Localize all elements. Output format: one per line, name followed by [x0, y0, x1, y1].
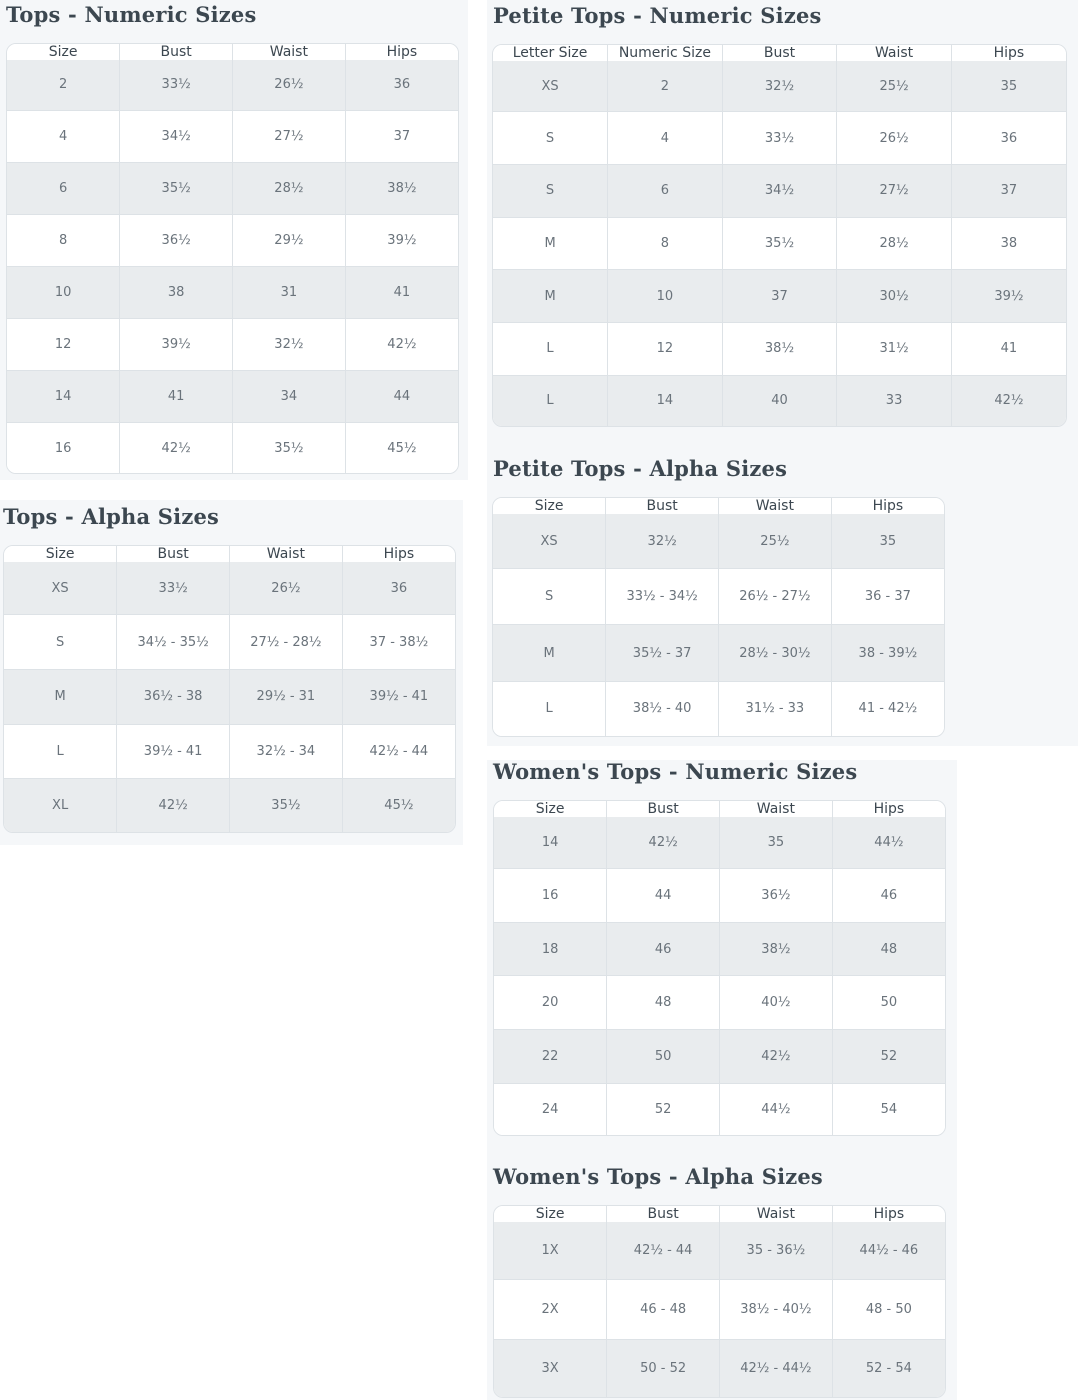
womens-numeric-title: Women's Tops - Numeric Sizes	[493, 759, 858, 784]
column-header: Hips	[831, 498, 944, 514]
table-cell: 36½	[120, 214, 233, 266]
table-cell: 38½	[720, 922, 833, 976]
column-header: Bust	[607, 801, 720, 817]
tops-numeric-title: Tops - Numeric Sizes	[6, 2, 257, 27]
table-cell: 25½	[719, 514, 832, 569]
table-cell: 32½	[233, 319, 346, 371]
table-cell: S	[493, 165, 608, 218]
table-cell: 40½	[720, 976, 833, 1030]
table-cell: XL	[4, 779, 117, 832]
size-table-grid	[494, 801, 945, 1135]
column-header: Bust	[607, 1206, 720, 1222]
table-cell: 45½	[345, 423, 458, 473]
size-table-grid	[494, 1206, 945, 1397]
table-cell: 54	[832, 1083, 945, 1135]
table-cell: 2	[608, 61, 723, 112]
column-header: Size	[494, 801, 607, 817]
table-cell: 35	[951, 61, 1066, 112]
table-row	[493, 270, 1066, 323]
table-cell: 30½	[837, 270, 952, 323]
table-cell: 38	[120, 266, 233, 318]
table-cell: 2	[7, 60, 120, 110]
column-header: Waist	[719, 498, 832, 514]
table-header-row	[4, 546, 455, 562]
table-cell: 36 - 37	[831, 569, 944, 625]
table-cell: 32½	[722, 61, 837, 112]
table-cell: 26½	[837, 112, 952, 165]
womens-alpha-title: Women's Tops - Alpha Sizes	[493, 1164, 823, 1189]
table-cell: 42½	[117, 779, 230, 832]
table-row	[7, 266, 458, 318]
table-cell: 28½	[837, 217, 952, 270]
table-cell: 35	[831, 514, 944, 569]
table-cell: 36	[345, 60, 458, 110]
table-cell: 32½	[606, 514, 719, 569]
table-cell: 46	[832, 869, 945, 923]
table-cell: 38½	[722, 322, 837, 375]
table-cell: 35	[720, 817, 833, 869]
table-row	[493, 165, 1066, 218]
table-cell: 26½	[233, 60, 346, 110]
table-row	[4, 615, 455, 670]
table-row	[494, 1222, 945, 1280]
table-cell: 36	[951, 112, 1066, 165]
table-cell: 39½ - 41	[117, 724, 230, 779]
table-row	[7, 110, 458, 162]
column-header: Letter Size	[493, 45, 608, 61]
table-cell: 24	[494, 1083, 607, 1135]
table-cell: 44	[607, 869, 720, 923]
table-row	[4, 562, 455, 615]
column-header: Size	[493, 498, 606, 514]
table-cell: 27½	[837, 165, 952, 218]
womens-numeric-table	[493, 800, 946, 1136]
table-cell: M	[493, 270, 608, 323]
table-cell: L	[493, 322, 608, 375]
table-header-row	[7, 44, 458, 60]
table-row	[494, 922, 945, 976]
table-cell: XS	[493, 61, 608, 112]
table-row	[493, 514, 944, 569]
table-row	[7, 371, 458, 423]
table-cell: 14	[7, 371, 120, 423]
column-header: Numeric Size	[608, 45, 723, 61]
table-cell: 35½	[120, 162, 233, 214]
table-cell: 32½ - 34	[230, 724, 343, 779]
table-cell: 34½	[722, 165, 837, 218]
table-row	[493, 217, 1066, 270]
table-cell: 42½	[951, 375, 1066, 426]
table-cell: 48	[832, 922, 945, 976]
table-row	[4, 724, 455, 779]
tops-numeric-table	[6, 43, 459, 474]
table-row	[493, 322, 1066, 375]
table-cell: 28½	[233, 162, 346, 214]
table-cell: 52 - 54	[832, 1339, 945, 1397]
table-cell: 44½	[832, 817, 945, 869]
table-cell: 33½	[117, 562, 230, 615]
table-cell: 42½ - 44	[607, 1222, 720, 1280]
petite-alpha-table	[492, 497, 945, 737]
table-cell: 35½	[230, 779, 343, 832]
table-row	[493, 625, 944, 681]
table-cell: 4	[7, 110, 120, 162]
table-cell: 8	[608, 217, 723, 270]
table-cell: 26½	[230, 562, 343, 615]
table-cell: 41 - 42½	[831, 681, 944, 736]
table-cell: 37	[345, 110, 458, 162]
table-cell: M	[493, 217, 608, 270]
table-cell: 44	[345, 371, 458, 423]
table-cell: 41	[951, 322, 1066, 375]
table-header-row	[493, 45, 1066, 61]
table-cell: 38½ - 40½	[720, 1280, 833, 1340]
table-row	[4, 779, 455, 832]
table-cell: 36	[342, 562, 455, 615]
column-header: Bust	[606, 498, 719, 514]
table-row	[494, 1339, 945, 1397]
table-cell: 31½	[837, 322, 952, 375]
table-cell: 52	[607, 1083, 720, 1135]
table-cell: 36½ - 38	[117, 670, 230, 725]
womens-alpha-table	[493, 1205, 946, 1398]
table-cell: 39½	[951, 270, 1066, 323]
table-cell: 27½ - 28½	[230, 615, 343, 670]
column-header: Waist	[233, 44, 346, 60]
column-header: Hips	[345, 44, 458, 60]
size-table-grid	[493, 45, 1066, 426]
table-cell: 38½	[345, 162, 458, 214]
table-row	[494, 976, 945, 1030]
table-row	[7, 423, 458, 473]
table-cell: 1X	[494, 1222, 607, 1280]
table-cell: 35½	[233, 423, 346, 473]
table-cell: 50	[607, 1030, 720, 1084]
column-header: Hips	[951, 45, 1066, 61]
size-table-grid	[7, 44, 458, 473]
column-header: Hips	[832, 801, 945, 817]
table-cell: 16	[7, 423, 120, 473]
table-cell: S	[493, 112, 608, 165]
table-cell: 48 - 50	[832, 1280, 945, 1340]
table-cell: M	[493, 625, 606, 681]
table-cell: 35½	[722, 217, 837, 270]
petite-alpha-title: Petite Tops - Alpha Sizes	[493, 456, 788, 481]
table-cell: 6	[7, 162, 120, 214]
table-cell: 46 - 48	[607, 1280, 720, 1340]
table-cell: 52	[832, 1030, 945, 1084]
column-header: Bust	[117, 546, 230, 562]
table-cell: 20	[494, 976, 607, 1030]
table-cell: 36½	[720, 869, 833, 923]
table-cell: 10	[7, 266, 120, 318]
tops-alpha-table	[3, 545, 456, 833]
column-header: Hips	[832, 1206, 945, 1222]
table-cell: XS	[4, 562, 117, 615]
table-cell: 37	[722, 270, 837, 323]
table-cell: 38 - 39½	[831, 625, 944, 681]
table-cell: 6	[608, 165, 723, 218]
table-cell: 2X	[494, 1280, 607, 1340]
table-cell: 33½	[120, 60, 233, 110]
petite-numeric-table	[492, 44, 1067, 427]
table-cell: 16	[494, 869, 607, 923]
table-cell: 29½ - 31	[230, 670, 343, 725]
table-cell: 38½ - 40	[606, 681, 719, 736]
table-cell: 31	[233, 266, 346, 318]
table-row	[493, 681, 944, 736]
column-header: Bust	[120, 44, 233, 60]
table-row	[494, 1030, 945, 1084]
table-cell: 46	[607, 922, 720, 976]
table-row	[493, 375, 1066, 426]
table-cell: 18	[494, 922, 607, 976]
table-cell: 50	[832, 976, 945, 1030]
column-header: Size	[494, 1206, 607, 1222]
table-cell: 26½ - 27½	[719, 569, 832, 625]
table-cell: 50 - 52	[607, 1339, 720, 1397]
table-cell: L	[493, 681, 606, 736]
table-cell: 12	[608, 322, 723, 375]
table-cell: 45½	[342, 779, 455, 832]
table-cell: 35½ - 37	[606, 625, 719, 681]
table-cell: 44½ - 46	[832, 1222, 945, 1280]
table-header-row	[493, 498, 944, 514]
table-row	[494, 869, 945, 923]
table-header-row	[494, 801, 945, 817]
table-cell: 10	[608, 270, 723, 323]
tops-alpha-title: Tops - Alpha Sizes	[3, 504, 220, 529]
table-cell: 33½ - 34½	[606, 569, 719, 625]
table-cell: 42½	[120, 423, 233, 473]
table-cell: 14	[608, 375, 723, 426]
column-header: Size	[7, 44, 120, 60]
table-cell: 39½ - 41	[342, 670, 455, 725]
table-row	[493, 569, 944, 625]
table-cell: 37	[951, 165, 1066, 218]
table-cell: 34½	[120, 110, 233, 162]
table-cell: 42½ - 44½	[720, 1339, 833, 1397]
table-cell: 37 - 38½	[342, 615, 455, 670]
table-cell: S	[4, 615, 117, 670]
column-header: Size	[4, 546, 117, 562]
table-row	[493, 61, 1066, 112]
table-row	[7, 214, 458, 266]
table-cell: M	[4, 670, 117, 725]
table-row	[7, 60, 458, 110]
table-cell: 44½	[720, 1083, 833, 1135]
column-header: Waist	[837, 45, 952, 61]
table-cell: L	[4, 724, 117, 779]
table-row	[494, 1280, 945, 1340]
table-cell: 22	[494, 1030, 607, 1084]
table-cell: 8	[7, 214, 120, 266]
table-cell: 38	[951, 217, 1066, 270]
table-row	[7, 162, 458, 214]
table-row	[493, 112, 1066, 165]
petite-numeric-title: Petite Tops - Numeric Sizes	[493, 3, 822, 28]
size-table-grid	[4, 546, 455, 832]
table-cell: 33½	[722, 112, 837, 165]
column-header: Bust	[722, 45, 837, 61]
table-cell: 3X	[494, 1339, 607, 1397]
table-cell: 42½ - 44	[342, 724, 455, 779]
size-table-grid	[493, 498, 944, 736]
table-cell: 42½	[345, 319, 458, 371]
table-cell: 25½	[837, 61, 952, 112]
table-cell: XS	[493, 514, 606, 569]
table-cell: 40	[722, 375, 837, 426]
table-cell: 39½	[345, 214, 458, 266]
table-cell: 35 - 36½	[720, 1222, 833, 1280]
column-header: Waist	[720, 801, 833, 817]
table-row	[494, 1083, 945, 1135]
table-cell: 4	[608, 112, 723, 165]
table-cell: S	[493, 569, 606, 625]
table-cell: L	[493, 375, 608, 426]
table-row	[494, 817, 945, 869]
table-header-row	[494, 1206, 945, 1222]
table-row	[4, 670, 455, 725]
table-cell: 33	[837, 375, 952, 426]
table-cell: 27½	[233, 110, 346, 162]
table-cell: 29½	[233, 214, 346, 266]
table-cell: 41	[345, 266, 458, 318]
column-header: Hips	[342, 546, 455, 562]
table-cell: 28½ - 30½	[719, 625, 832, 681]
table-cell: 14	[494, 817, 607, 869]
table-cell: 39½	[120, 319, 233, 371]
table-cell: 48	[607, 976, 720, 1030]
table-cell: 41	[120, 371, 233, 423]
table-cell: 34	[233, 371, 346, 423]
table-cell: 12	[7, 319, 120, 371]
table-cell: 42½	[720, 1030, 833, 1084]
table-cell: 34½ - 35½	[117, 615, 230, 670]
column-header: Waist	[720, 1206, 833, 1222]
column-header: Waist	[230, 546, 343, 562]
table-cell: 42½	[607, 817, 720, 869]
table-cell: 31½ - 33	[719, 681, 832, 736]
table-row	[7, 319, 458, 371]
